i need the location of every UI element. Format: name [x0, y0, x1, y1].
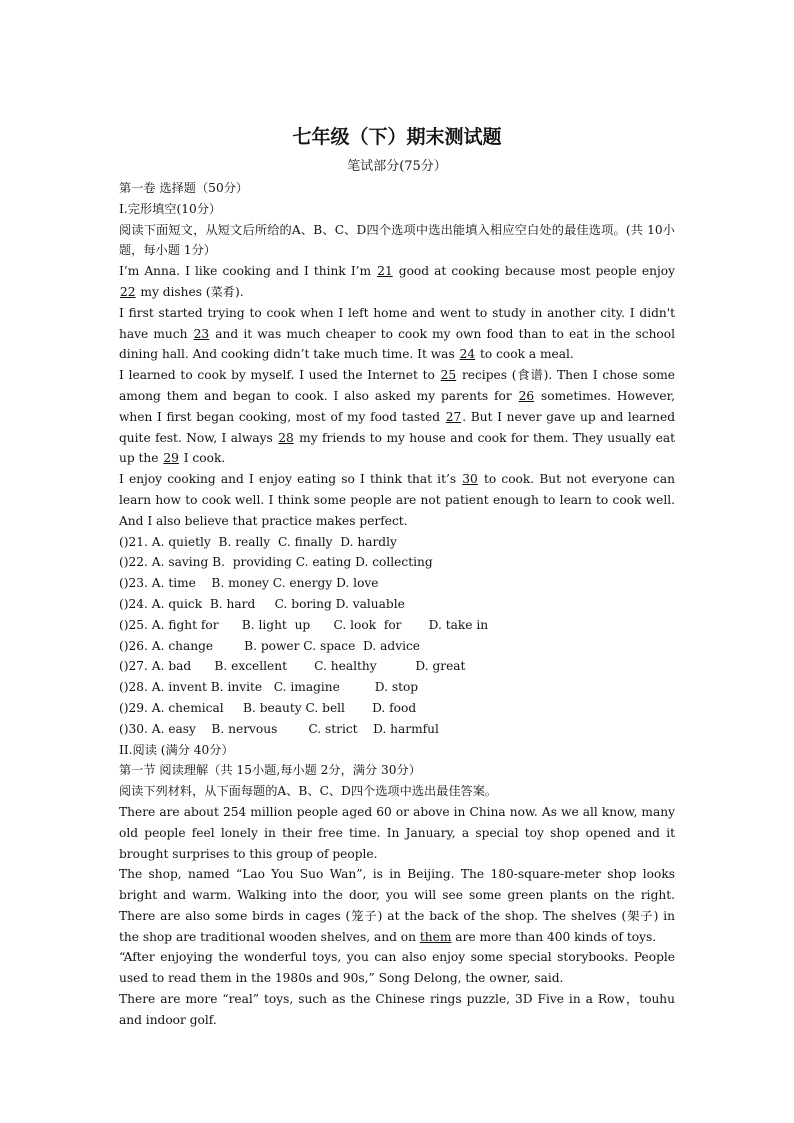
blank-24: 24 — [459, 347, 476, 362]
cloze-paragraph-4 — [119, 469, 675, 531]
section-heading-reading: II.阅读 (满分 40分） — [119, 742, 234, 757]
blank-25: 25 — [440, 368, 457, 383]
question-26-options: ()26. A. change B. power C. space D. advice — [119, 638, 421, 653]
question-21-options: ()21. A. quietly B. really C. finally D. hardly — [119, 534, 397, 549]
reading-instructions: 阅读下列材料，从下面每题的A、B、C、D四个选项中选出最佳答案。 — [119, 784, 498, 799]
text-segment: . But I never gave up and learned quite fest. Now, I always — [119, 409, 675, 445]
question-29-options: ()29. A. chemical B. beauty C. bell D. food — [119, 700, 417, 715]
cloze-instructions: 阅读下面短文，从短文后所给的A、B、C、D四个选项中选出能填入相应空白处的最佳选项。(共 10小题，每小题 1分） — [119, 222, 675, 258]
question-28-options: ()28. A. invent B. invite C. imagine D. stop — [119, 680, 419, 695]
blank-26: 26 — [518, 388, 535, 403]
text-segment: I first started trying to cook when I left home and went to study in another city. I didn't have much — [119, 305, 675, 341]
text-segment: I enjoy cooking and I enjoy eating so I think that it’s — [119, 472, 462, 487]
blank-23: 23 — [193, 326, 210, 341]
text-segment: and it was much cheaper to cook my own food than to eat in the school dining hall. And cooking didn’t take much time. It was — [119, 326, 676, 362]
cloze-paragraph-3 — [119, 365, 675, 469]
reading-paragraph-1: There are about 254 million people aged 60 or above in China now. As we all know, many old people feel lonely in their free time. In January, a special toy shop opened and it brought surprises to this group of people. — [119, 804, 675, 861]
text-segment: I’m Anna. I like cooking and I think I’m — [119, 264, 377, 279]
question-30-options: ()30. A. easy B. nervous C. strict D. harmful — [119, 721, 439, 736]
reading-paragraph-4: There are more “real” toys, such as the Chinese rings puzzle, 3D Five in a Row，touhu and indoor golf. — [119, 992, 675, 1027]
question-27-options: ()27. A. bad B. excellent C. healthy D. great — [119, 659, 466, 674]
underlined-word-them: them — [419, 929, 452, 944]
blank-22: 22 — [120, 284, 136, 299]
text-segment: good at cooking because most people enjoy — [393, 264, 675, 279]
question-25-options: ()25. A. fight for B. light up C. look for D. take in — [119, 617, 489, 632]
blank-29: 29 — [163, 451, 179, 466]
text-segment: to cook. But not everyone can learn how to cook well. I think some people are not patient enough to learn to cook well. And I also believe that practice makes perfect. — [119, 472, 676, 528]
blank-28: 28 — [278, 430, 294, 445]
cloze-paragraph-2 — [119, 303, 675, 365]
text-segment: I learned to cook by myself. I used the Internet to — [119, 368, 440, 383]
cloze-options — [119, 532, 675, 740]
page-title: 七年级（下）期末测试题 — [292, 126, 502, 148]
text-segment: I cook. — [179, 451, 226, 466]
text-segment: The shop, named “Lao You Suo Wan”, is in Beijing. The 180-square-meter shop looks bright and warm. Walking into the door, you will see some green plants on the right. There are also some birds in cages (笼子) at the back of the shop. The shelves (架子) in the shop are traditional wooden shelves, and on — [119, 867, 675, 944]
page-subtitle: 笔试部分(75分） — [347, 159, 447, 174]
cloze-paragraph-1 — [119, 261, 675, 303]
reading-paragraph-3: “After enjoying the wonderful toys, you can also enjoy some special storybooks. People used to read them in the 1980s and 90s,” Song Delong, the owner, said. — [119, 950, 675, 986]
reading-sub-heading: 第一节 阅读理解（共 15小题,每小题 2分，满分 30分） — [119, 763, 421, 778]
text-segment: my dishes (菜肴). — [136, 284, 244, 299]
text-segment: recipes (食谱). Then I chose some among them and began to cook. I also asked my parents for — [119, 368, 676, 403]
part-heading: 第一卷 选择题（50分） — [119, 181, 249, 195]
question-24-options: ()24. A. quick B. hard C. boring D. valuable — [119, 596, 405, 611]
reading-paragraph-2 — [119, 864, 675, 947]
blank-27: 27 — [445, 409, 462, 424]
question-22-options: ()22. A. saving B. providing C. eating D. collecting — [119, 555, 433, 570]
text-segment: sometimes. However, when I first began cooking, most of my food tasted — [119, 388, 675, 424]
section-heading-cloze: I.完形填空(10分） — [119, 201, 222, 216]
text-segment: to cook a meal. — [476, 347, 574, 362]
blank-30: 30 — [462, 472, 478, 487]
text-segment: my friends to my house and cook for them. They usually eat up the — [119, 430, 675, 466]
blank-21: 21 — [377, 264, 393, 279]
question-23-options: ()23. A. time B. money C. energy D. love — [119, 576, 379, 591]
text-segment: are more than 400 kinds of toys. — [451, 929, 657, 944]
exam-page — [119, 124, 675, 1031]
